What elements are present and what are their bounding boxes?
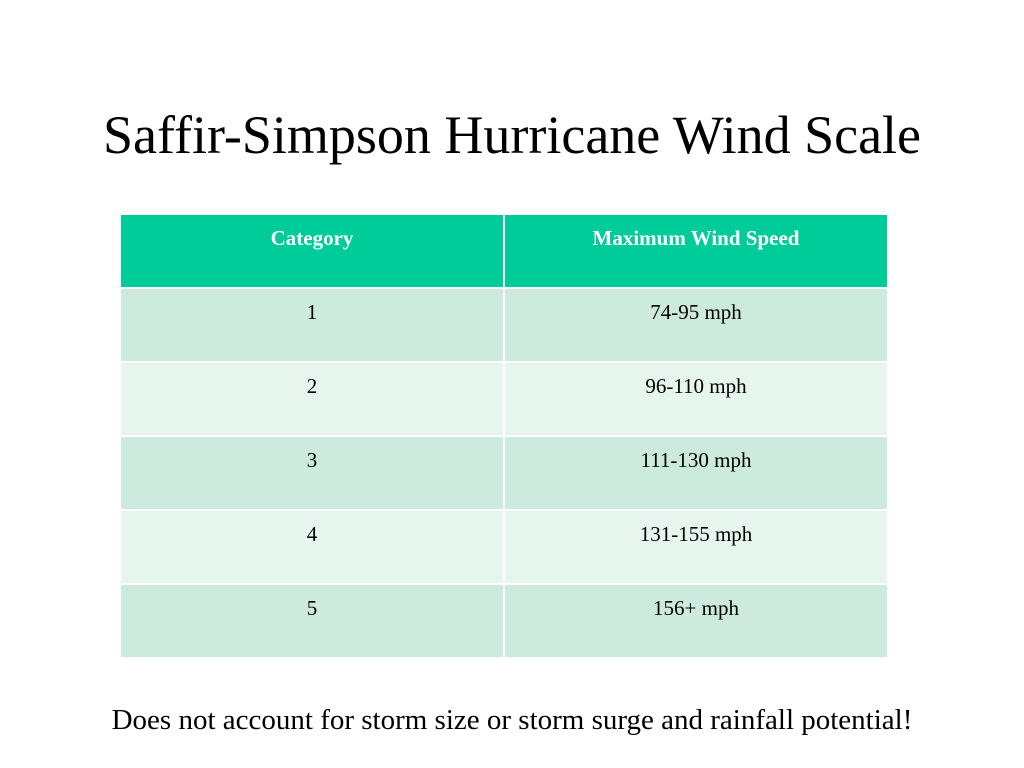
table-row <box>120 436 888 510</box>
header-max-wind-speed: Maximum Wind Speed <box>504 214 888 288</box>
header-category: Category <box>120 214 504 288</box>
table-header-row <box>120 214 888 288</box>
wind-speed-cell: 131-155 mph <box>504 510 888 584</box>
table-row <box>120 510 888 584</box>
category-cell: 3 <box>120 436 504 510</box>
category-cell: 4 <box>120 510 504 584</box>
wind-scale-table <box>119 213 889 659</box>
wind-speed-cell: 96-110 mph <box>504 362 888 436</box>
slide-title: Saffir-Simpson Hurricane Wind Scale <box>102 105 922 165</box>
category-cell: 2 <box>120 362 504 436</box>
wind-speed-cell: 156+ mph <box>504 584 888 658</box>
table-row <box>120 288 888 362</box>
slide-note: Does not account for storm size or storm surge and rainfall potential! <box>111 704 913 736</box>
wind-speed-cell: 74-95 mph <box>504 288 888 362</box>
wind-speed-cell: 111-130 mph <box>504 436 888 510</box>
table-row <box>120 362 888 436</box>
category-cell: 1 <box>120 288 504 362</box>
table-row <box>120 584 888 658</box>
category-cell: 5 <box>120 584 504 658</box>
